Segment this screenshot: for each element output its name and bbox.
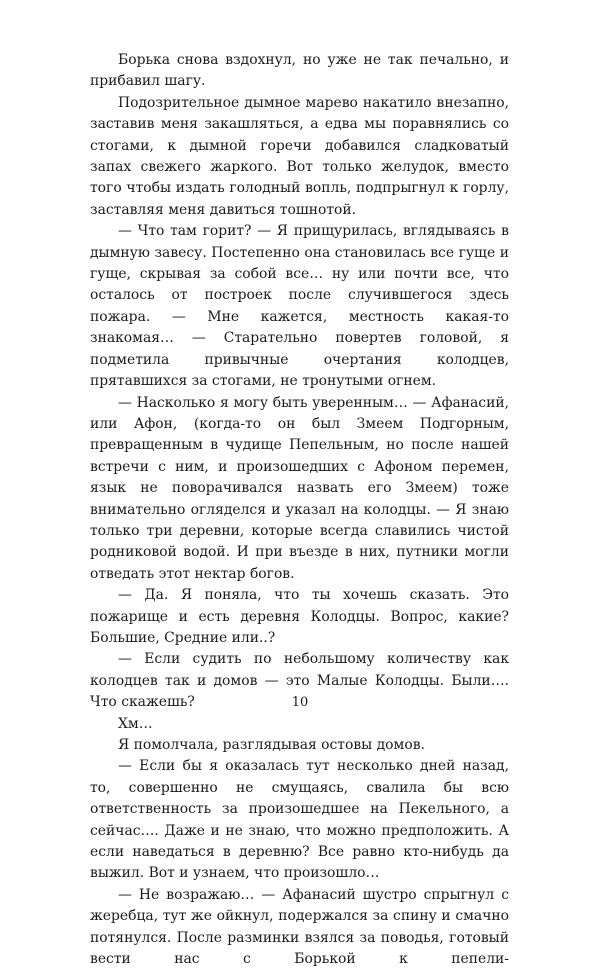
paragraph: — Не возражаю… — Афанасий шустро спрыгнул с жеребца, тут же ойкнул, подержался за спину и смачно потянулся. После разминки взялся за поводья, готовый вести нас с Борькой к пепели- — [90, 886, 509, 968]
paragraph: — Что там горит? — Я прищурилась, вглядываясь в дымную завесу. Постепенно она становилась все гуще и гуще, скрывая за собой все… ну или почти все, что осталось от построек после случившегося здесь пожара. — Мне кажется, местность какая-то знакомая… — Старательно повертев головой, я подметила привычные очертания колодцев, прятавшихся за стогами, не тронутыми огнем. — [90, 223, 509, 390]
body-text — [90, 50, 509, 970]
page-number: 10 — [291, 695, 309, 710]
paragraph: Я помолчала, разглядывая остовы домов. — [118, 737, 425, 753]
paragraph: — Если бы я оказалась тут несколько дней назад, то, совершенно не смущаясь, свалила бы всю ответственность за произошедшее на Пекельного, а сейчас…. Даже и не знаю, что можно предположить. А если наведаться в деревню? Все равно кто-нибудь да выжил. Вот и узнаем, что произошло… — [90, 758, 509, 882]
paragraph: Хм… — [118, 715, 153, 732]
paragraph: Подозрительное дымное марево накатило внезапно, заставив меня закашляться, а едва мы поравнялись со стогами, к дымной горечи добавился сладковатый запах свежего жаркого. Вот только желудок, вместо того чтобы издать голодный вопль, подпрыгнул к горлу, заставляя меня давиться тошнотой. — [90, 94, 509, 218]
paragraph: Борька снова вздохнул, но уже не так печально, и прибавил шагу. — [90, 52, 509, 90]
paragraph: — Насколько я могу быть уверенным… — Афанасий, или Афон, (когда-то он был Змеем Подгорным, превращенным в чудище Пепельным, но после нашей встречи с ним, и произошедших с Афоном перемен, язык не поворачивался назвать его Змеем) тоже внимательно огляделся и указал на колодцы. — Я знаю только три деревни, которые всегда славились чистой родниковой водой. И при въезде в них, путники могли отведать этот нектар богов. — [90, 394, 509, 582]
paragraph: — Если судить по небольшому количеству как колодцев так и домов — это Малые Колодцы. Были…. Что скажешь? — [90, 651, 509, 711]
paragraph: — Да. Я поняла, что ты хочешь сказать. Это пожарище и есть деревня Колодцы. Вопрос, какие? Большие, Средние или..? — [90, 587, 509, 646]
